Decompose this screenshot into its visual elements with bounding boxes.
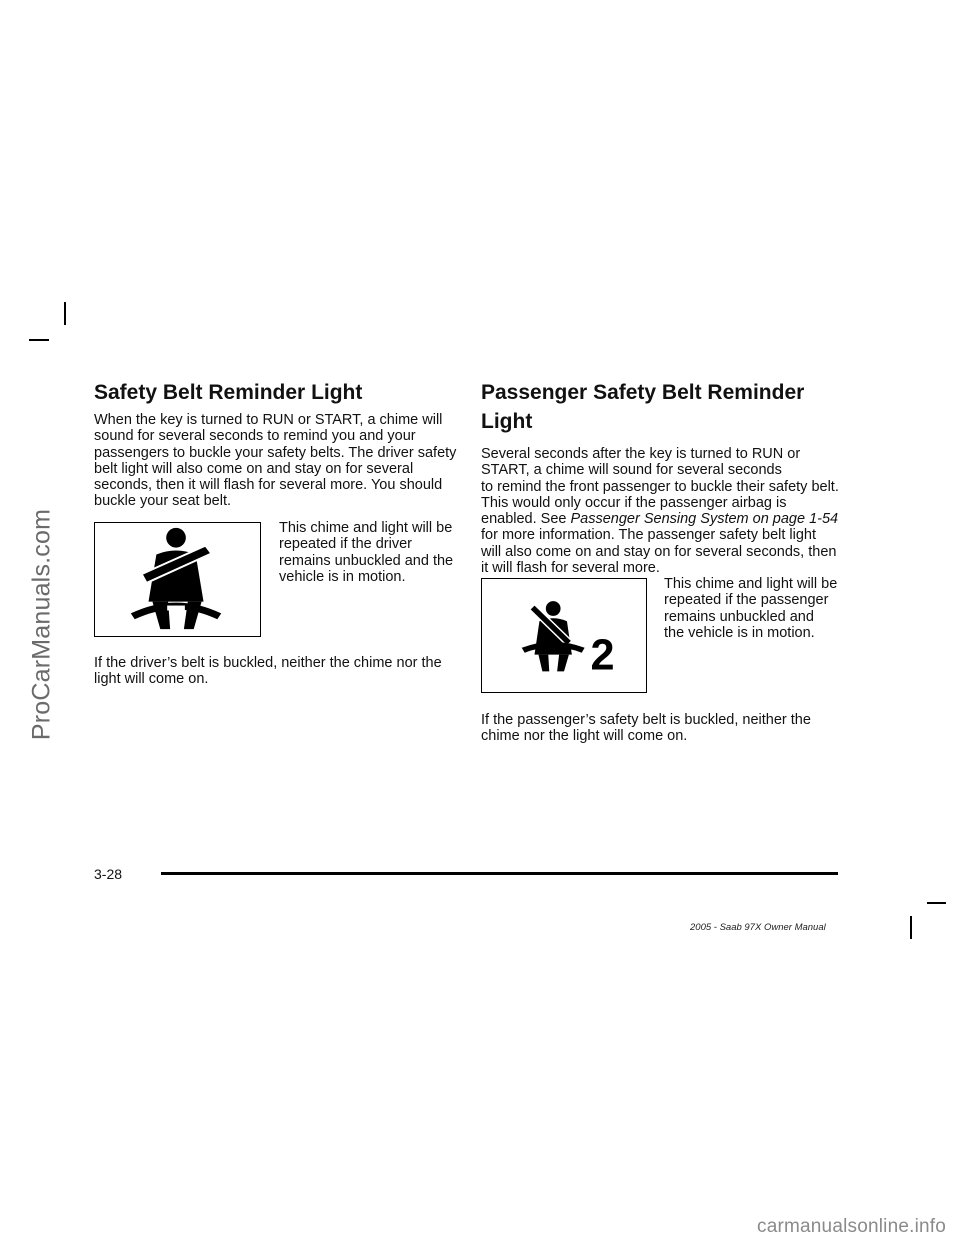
left-column bbox=[94, 378, 462, 510]
bottom-watermark: carmanualsonline.info bbox=[757, 1216, 947, 1237]
side-watermark: ProCarManuals.com bbox=[27, 508, 56, 741]
left-intro-paragraph: When the key is turned to RUN or START, a chime will sound for several seconds to remind you and your passengers to buckle your safety belts. The driver safety belt light will also come on and stay on for several seconds, then it will flash for several more. You should buckle your seat belt. bbox=[94, 412, 457, 510]
crop-mark-top-horizontal bbox=[29, 339, 49, 341]
left-side-note: This chime and light will be repeated if the driver remains unbuckled and the vehicle is in motion. bbox=[279, 520, 454, 585]
crop-mark-bottom-horizontal bbox=[927, 902, 946, 904]
right-column bbox=[481, 378, 841, 576]
seatbelt-person-icon bbox=[95, 523, 260, 636]
right-intro-paragraph: Several seconds after the key is turned to RUN or START, a chime will sound for several seconds to remind the front passenger to buckle their safety belt. This would only occur if the passenger airbag is enabled. See Passenger Sensing System on page 1-54 for more information. The passenger safety belt light will also come on and stay on for several seconds, then it will flash for several more. bbox=[481, 446, 839, 577]
right-closing-paragraph: If the passenger’s safety belt is buckled, neither the chime nor the light will come on. bbox=[481, 712, 811, 745]
driver-seatbelt-reminder-icon bbox=[94, 522, 261, 637]
passenger-seatbelt-reminder-icon bbox=[481, 578, 647, 693]
crop-mark-top-vertical bbox=[64, 302, 66, 325]
passenger-safety-belt-reminder-title: Passenger Safety Belt Reminder Light bbox=[481, 381, 805, 433]
passenger-sensing-system-link[interactable]: Passenger Sensing System on page 1-54 bbox=[570, 511, 839, 528]
safety-belt-reminder-title: Safety Belt Reminder Light bbox=[94, 381, 363, 404]
crop-mark-bottom-vertical bbox=[910, 916, 912, 939]
page-number: 3-28 bbox=[94, 866, 123, 882]
left-closing-paragraph: If the driver’s belt is buckled, neither the chime nor the light will come on. bbox=[94, 655, 442, 688]
seatbelt-person-2-icon bbox=[482, 579, 646, 692]
footer-rule bbox=[161, 872, 838, 875]
passenger-number: 2 bbox=[590, 631, 615, 680]
manual-title: 2005 - Saab 97X Owner Manual bbox=[690, 922, 826, 933]
right-side-note: This chime and light will be repeated if the passenger remains unbuckled and the vehicle is in motion. bbox=[664, 576, 838, 641]
